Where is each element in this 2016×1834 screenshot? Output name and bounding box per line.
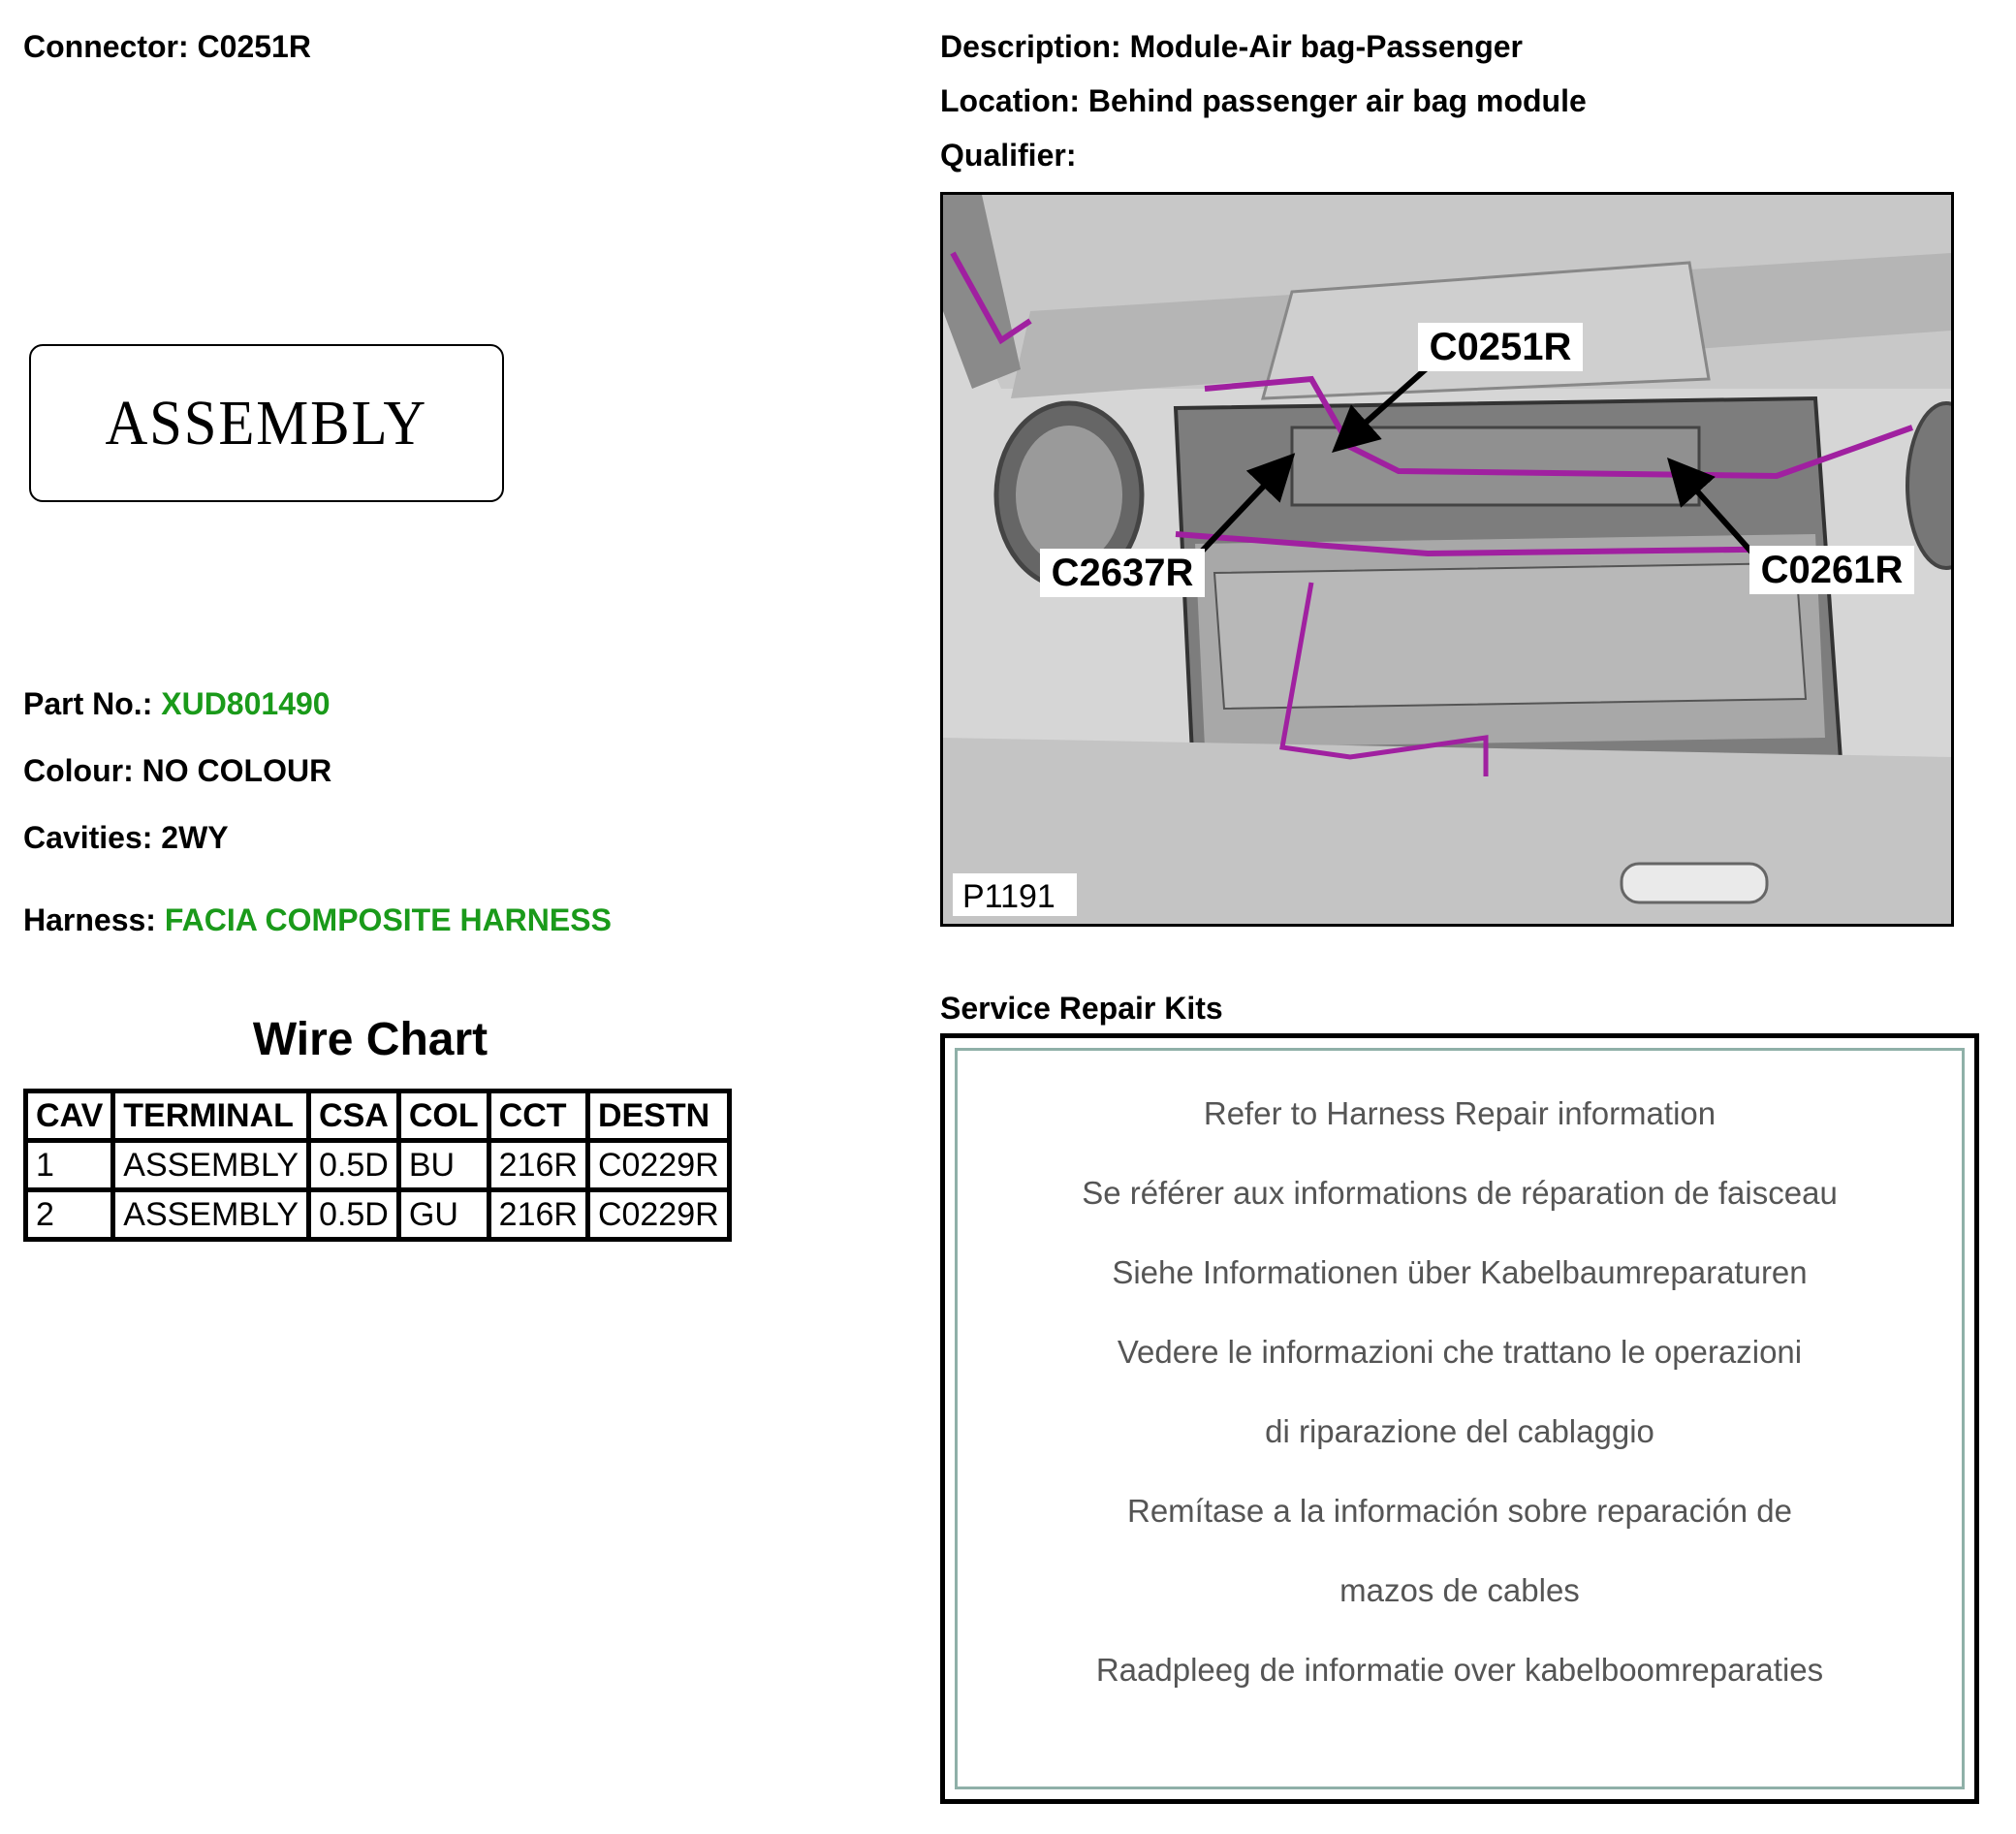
connector-face-label: ASSEMBLY <box>105 387 428 458</box>
kit-line: Siehe Informationen über Kabelbaumreparaturen <box>1112 1254 1808 1290</box>
description-label: Description: <box>940 29 1121 64</box>
connector-value: C0251R <box>197 29 311 64</box>
cell-cav: 2 <box>26 1190 113 1240</box>
header-terminal: TERMINAL <box>113 1091 309 1141</box>
table-row <box>26 1190 730 1240</box>
wire-chart-title: Wire Chart <box>252 1014 488 1065</box>
header-cav: CAV <box>26 1091 113 1141</box>
wire-chart-table <box>23 1089 732 1242</box>
colour-value: NO COLOUR <box>142 753 332 788</box>
harness-link[interactable]: FACIA COMPOSITE HARNESS <box>164 902 612 937</box>
kit-line: Se référer aux informations de réparation de faisceau <box>1082 1175 1838 1211</box>
harness-field <box>23 901 612 939</box>
cavities-label: Cavities: <box>23 820 153 855</box>
wire-chart-header-row <box>26 1091 730 1141</box>
cell-col: BU <box>398 1141 488 1190</box>
harness-label: Harness: <box>23 902 156 937</box>
part-no-label: Part No.: <box>23 686 153 721</box>
location-field <box>940 81 1587 120</box>
description-value: Module-Air bag-Passenger <box>1129 29 1523 64</box>
photo-reference: P1191 <box>962 878 1055 915</box>
service-repair-kits-title: Service Repair Kits <box>940 991 1223 1026</box>
colour-field <box>23 751 331 790</box>
kit-line: Raadpleeg de informatie over kabelboomreparaties <box>1095 1652 1824 1688</box>
kit-line: mazos de cables <box>1339 1572 1580 1608</box>
callout-c0251r: C0251R <box>1429 326 1572 368</box>
cell-cct: 216R <box>488 1190 587 1240</box>
cell-cct: 216R <box>488 1141 587 1190</box>
connector-field <box>23 27 311 66</box>
cell-terminal: ASSEMBLY <box>113 1141 309 1190</box>
qualifier-field <box>940 136 1076 174</box>
cell-col: GU <box>398 1190 488 1240</box>
cavities-field <box>23 818 229 857</box>
qualifier-label: Qualifier: <box>940 138 1077 173</box>
kit-line: di riparazione del cablaggio <box>1265 1413 1654 1449</box>
callout-c0261r: C0261R <box>1760 549 1904 591</box>
cell-cav: 1 <box>26 1141 113 1190</box>
kit-line: Refer to Harness Repair information <box>1203 1095 1717 1131</box>
header-col: COL <box>398 1091 488 1141</box>
connector-label: Connector: <box>23 29 189 64</box>
connector-face-image <box>29 344 504 502</box>
location-value: Behind passenger air bag module <box>1087 83 1587 118</box>
description-field <box>940 27 1523 66</box>
cavities-value: 2WY <box>161 820 229 855</box>
cell-destn[interactable]: C0229R <box>587 1190 729 1240</box>
part-no-link[interactable]: XUD801490 <box>161 686 331 721</box>
table-row <box>26 1141 730 1190</box>
header-destn: DESTN <box>587 1091 729 1141</box>
colour-label: Colour: <box>23 753 134 788</box>
callout-c2637r: C2637R <box>1051 552 1194 594</box>
header-cct: CCT <box>488 1091 587 1141</box>
location-photo <box>940 192 1954 927</box>
cell-csa: 0.5D <box>309 1190 399 1240</box>
location-label: Location: <box>940 83 1080 118</box>
kit-line: Remítase a la información sobre reparación de <box>1126 1493 1793 1529</box>
cell-terminal: ASSEMBLY <box>113 1190 309 1240</box>
service-repair-kits-panel <box>940 1033 1979 1804</box>
kit-line: Vedere le informazioni che trattano le operazioni <box>1117 1334 1803 1370</box>
cell-destn[interactable]: C0229R <box>587 1141 729 1190</box>
part-no-field <box>23 684 331 723</box>
header-csa: CSA <box>309 1091 399 1141</box>
cell-csa: 0.5D <box>309 1141 399 1190</box>
service-repair-kits-inner <box>955 1048 1965 1789</box>
